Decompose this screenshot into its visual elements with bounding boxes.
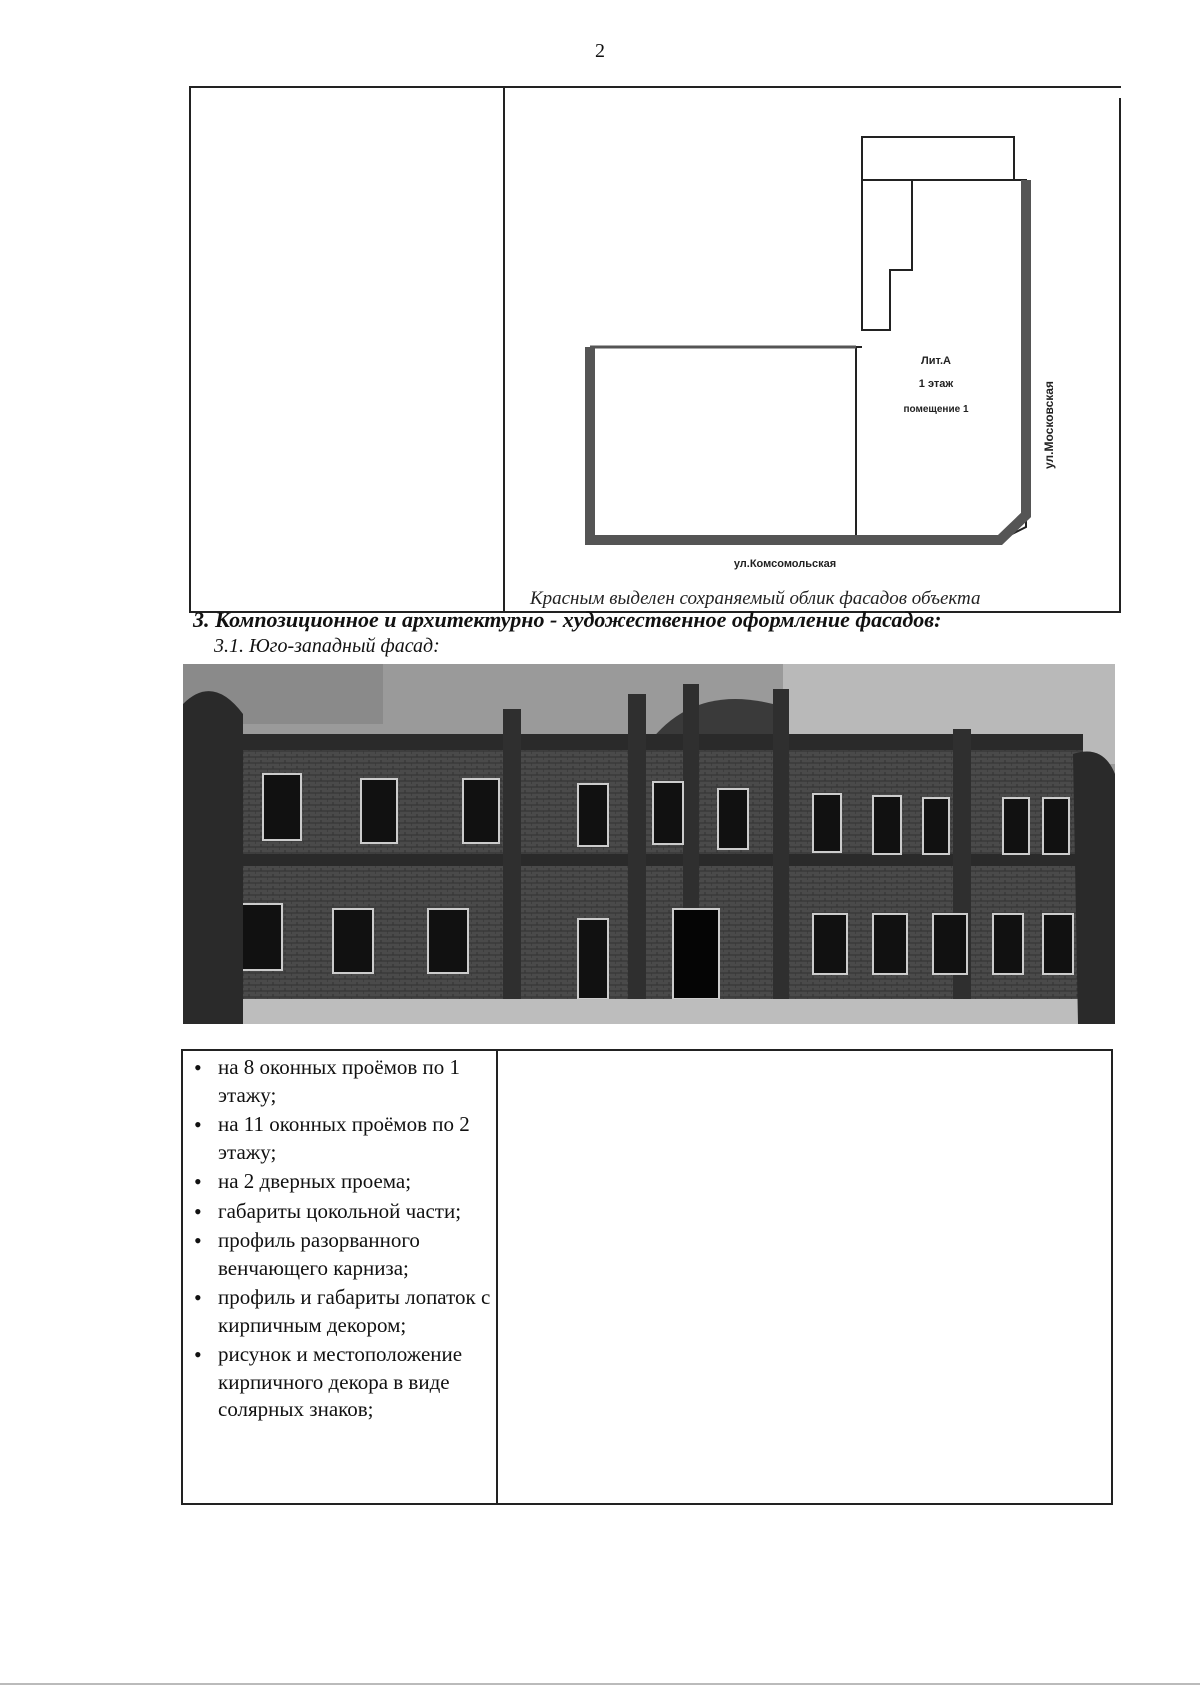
preservation-list xyxy=(194,1054,494,1426)
list-item: • на 8 оконных проёмов по 1 этажу; xyxy=(194,1054,494,1109)
street-right-label: ул.Московская xyxy=(1042,381,1056,469)
facade-photo xyxy=(183,664,1115,1024)
subsection-title: 3.1. Юго-западный фасад: xyxy=(214,635,440,657)
section-title: 3. Композиционное и архитектурно - художественное оформление фасадов: xyxy=(193,607,942,632)
plan-unit-label-1: Лит.А xyxy=(921,355,951,367)
street-bottom-label: ул.Комсомольская xyxy=(733,558,837,570)
page-number: 2 xyxy=(595,40,605,62)
floor-plan xyxy=(560,130,1060,580)
plan-caption: Красным выделен сохраняемый облик фасадов объекта xyxy=(530,588,981,609)
list-item: • профиль разорванного венчающего карниза; xyxy=(194,1227,494,1282)
list-item: • рисунок и местоположение кирпичного декора в виде солярных знаков; xyxy=(194,1341,494,1424)
list-item: • профиль и габариты лопаток с кирпичным декором; xyxy=(194,1284,494,1339)
list-item: • на 11 оконных проёмов по 2 этажу; xyxy=(194,1111,494,1166)
list-item: • на 2 дверных проема; xyxy=(194,1168,494,1196)
scan-edge xyxy=(0,1683,1200,1685)
plan-unit-label-2: 1 этаж xyxy=(918,378,954,390)
plan-unit-label-3: помещение 1 xyxy=(903,404,969,415)
list-item: • габариты цокольной части; xyxy=(194,1198,494,1226)
